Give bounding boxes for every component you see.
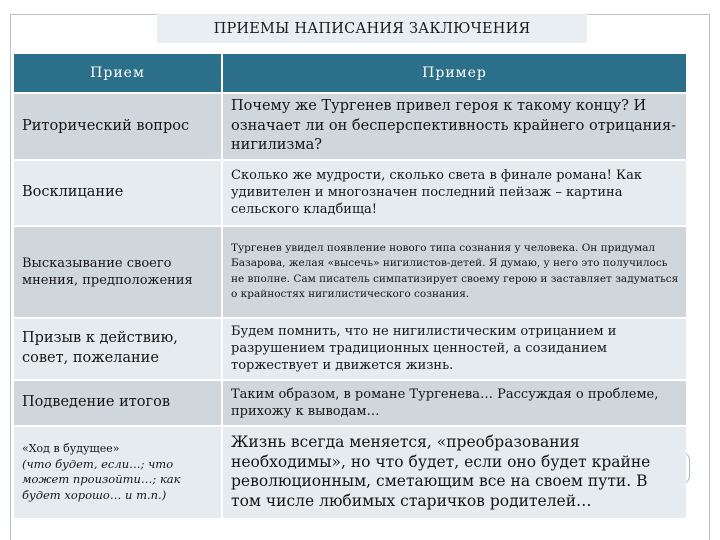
frame-right-line — [709, 14, 710, 540]
technique-cell: Риторический вопрос — [14, 93, 222, 160]
page-title: ПРИЕМЫ НАПИСАНИЯ ЗАКЛЮЧЕНИЯ — [157, 14, 587, 43]
example-cell: Жизнь всегда меняется, «преобразования необходимы», но что будет, если оно будет крайне революционным, сметающим все на своем пути. В том числе любимых старичков родителей… — [222, 426, 686, 518]
technique-note: (что будет, если…; что может произойти…; как будет хорошо… и т.п.) — [22, 456, 181, 502]
example-cell: Сколько же мудрости, сколько света в финале романа! Как удивителен и многозначен последний пейзаж – картина сельского кладбища! — [222, 160, 686, 226]
frame-left-line — [10, 14, 11, 540]
table-row — [14, 226, 686, 318]
technique-cell: Восклицание — [14, 160, 222, 226]
table-row — [14, 380, 686, 426]
example-cell: Таким образом, в романе Тургенева… Рассуждая о проблеме, прихожу к выводам… — [222, 380, 686, 426]
techniques-table — [14, 54, 686, 518]
table-row — [14, 93, 686, 160]
technique-cell — [14, 426, 222, 518]
technique-cell: Высказывание своего мнения, предположения — [14, 226, 222, 318]
table-row — [14, 160, 686, 226]
column-header-example: Пример — [222, 54, 686, 93]
example-cell: Почему же Тургенев привел героя к такому концу? И означает ли он бесперспективность крайнего отрицания- нигилизма? — [222, 93, 686, 160]
table-header-row — [14, 54, 686, 93]
technique-cell: Призыв к действию, совет, пожелание — [14, 318, 222, 380]
table-row — [14, 426, 686, 518]
example-cell: Будем помнить, что не нигилистическим отрицанием и разрушением традиционных ценностей, а созиданием торжествует и движется жизнь. — [222, 318, 686, 380]
table-row — [14, 318, 686, 380]
technique-cell: Подведение итогов — [14, 380, 222, 426]
technique-title: «Ход в будущее» — [22, 442, 120, 455]
column-header-technique: Прием — [14, 54, 222, 93]
example-cell: Тургенев увидел появление нового типа сознания у человека. Он придумал Базарова, желая «высечь» нигилистов-детей. Я думаю, у него это получилось не вполне. Сам писатель симпатизирует своему герою и заставляет задуматься о крайностях нигилистического сознания. — [222, 226, 686, 318]
